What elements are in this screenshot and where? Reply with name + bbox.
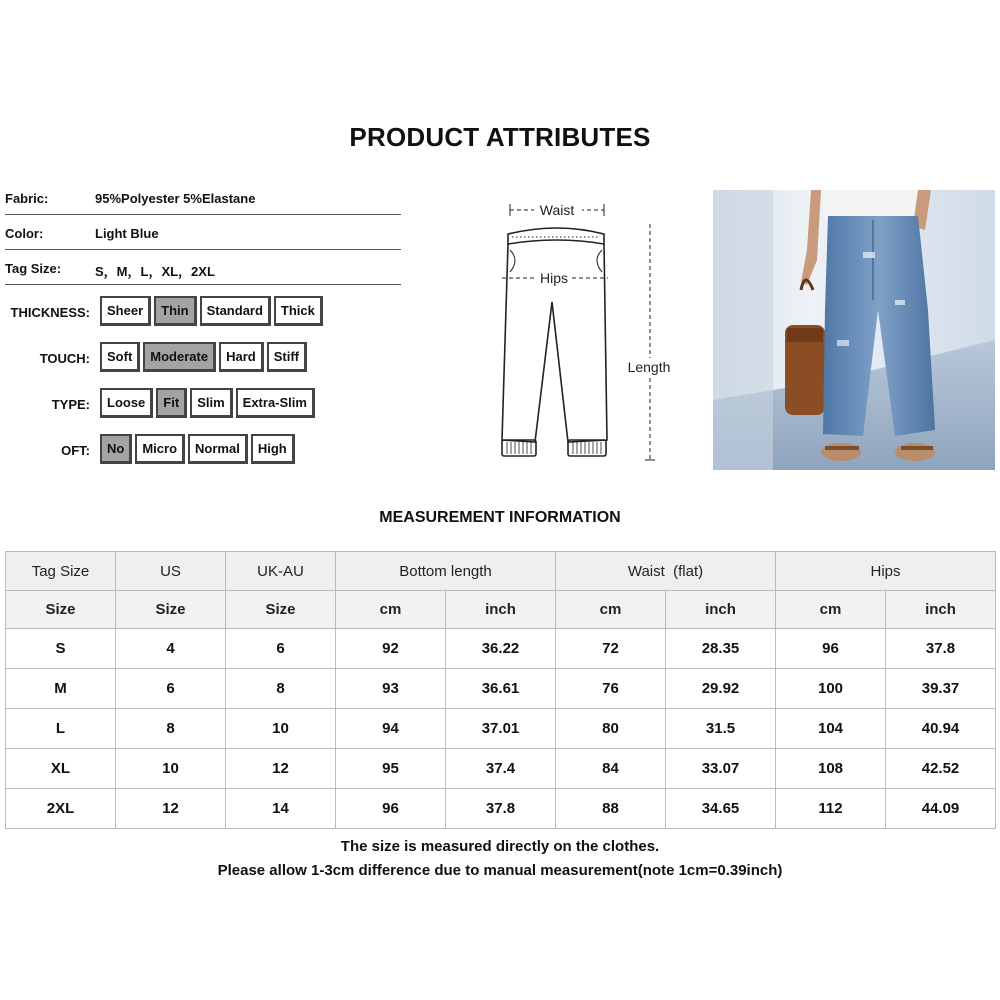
table-cell: 112 <box>776 789 886 829</box>
option-label: TOUCH: <box>39 351 90 366</box>
table-header-cell: Waist (flat) <box>556 552 776 591</box>
pants-measurement-diagram <box>480 190 690 470</box>
attr-key: Fabric: <box>5 191 49 206</box>
table-cell: 31.5 <box>666 709 776 749</box>
table-cell: L <box>6 709 116 749</box>
table-cell: 40.94 <box>886 709 996 749</box>
waist-label: Waist <box>539 202 575 218</box>
option-thin: Thin <box>154 296 196 326</box>
option-thick: Thick <box>274 296 323 326</box>
attr-value: Light Blue <box>95 226 159 241</box>
attr-row-tag-size <box>5 251 401 285</box>
table-cell: 34.65 <box>666 789 776 829</box>
page-title: PRODUCT ATTRIBUTES <box>349 122 651 152</box>
table-cell: 95 <box>336 749 446 789</box>
option-moderate: Moderate <box>143 342 216 372</box>
table-cell: 12 <box>116 789 226 829</box>
table-cell: 44.09 <box>886 789 996 829</box>
table-cell: 36.22 <box>446 629 556 669</box>
option-micro: Micro <box>135 434 185 464</box>
table-header-cell: Hips <box>776 552 996 591</box>
table-cell: 88 <box>556 789 666 829</box>
option-hard: Hard <box>219 342 264 372</box>
option-fit: Fit <box>156 388 187 418</box>
table-subheader-cell: inch <box>446 591 556 629</box>
table-cell: 80 <box>556 709 666 749</box>
table-cell: 8 <box>226 669 336 709</box>
option-soft: Soft <box>100 342 140 372</box>
table-cell: 12 <box>226 749 336 789</box>
option-extra-slim: Extra-Slim <box>236 388 315 418</box>
table-subheader-cell: inch <box>666 591 776 629</box>
option-normal: Normal <box>188 434 248 464</box>
table-subheader-cell: cm <box>556 591 666 629</box>
option-label-wrap <box>5 388 90 418</box>
table-row <box>6 789 996 829</box>
table-header-row <box>6 552 996 591</box>
table-cell: 6 <box>226 629 336 669</box>
table-cell: 4 <box>116 629 226 669</box>
note-difference: Please allow 1-3cm difference due to manual measurement(note 1cm=0.39inch) <box>217 862 783 879</box>
table-row <box>6 669 996 709</box>
option-stiff: Stiff <box>267 342 307 372</box>
table-cell: 104 <box>776 709 886 749</box>
attr-key: Color: <box>5 226 44 241</box>
option-label-wrap <box>5 434 90 464</box>
option-label: TYPE: <box>51 397 90 412</box>
table-cell: 92 <box>336 629 446 669</box>
measurement-table <box>5 551 996 829</box>
table-cell: 94 <box>336 709 446 749</box>
attr-value: 95%Polyester 5%Elastane <box>95 191 256 206</box>
table-subheader-cell: Size <box>116 591 226 629</box>
option-label-wrap <box>5 296 90 326</box>
table-header-cell: UK-AU <box>226 552 336 591</box>
option-sheer: Sheer <box>100 296 151 326</box>
table-cell: 36.61 <box>446 669 556 709</box>
table-cell: 100 <box>776 669 886 709</box>
table-cell: 39.37 <box>886 669 996 709</box>
measurement-title: MEASUREMENT INFORMATION <box>379 509 621 526</box>
attr-row-fabric <box>5 181 401 215</box>
table-cell: 72 <box>556 629 666 669</box>
table-subheader-cell: Size <box>6 591 116 629</box>
option-no: No <box>100 434 132 464</box>
table-cell: 96 <box>776 629 886 669</box>
table-cell: XL <box>6 749 116 789</box>
table-cell: 108 <box>776 749 886 789</box>
table-cell: 2XL <box>6 789 116 829</box>
option-list <box>100 388 315 418</box>
table-subheader-cell: cm <box>776 591 886 629</box>
table-header-cell: Bottom length <box>336 552 556 591</box>
table-cell: 33.07 <box>666 749 776 789</box>
option-high: High <box>251 434 295 464</box>
table-header-cell: Tag Size <box>6 552 116 591</box>
table-row <box>6 629 996 669</box>
table-row <box>6 709 996 749</box>
table-cell: M <box>6 669 116 709</box>
table-cell: 96 <box>336 789 446 829</box>
table-cell: 14 <box>226 789 336 829</box>
table-subheader-row <box>6 591 996 629</box>
table-cell: 8 <box>116 709 226 749</box>
option-slim: Slim <box>190 388 232 418</box>
table-cell: 10 <box>226 709 336 749</box>
table-row <box>6 749 996 789</box>
table-cell: 10 <box>116 749 226 789</box>
table-subheader-cell: inch <box>886 591 996 629</box>
table-cell: 28.35 <box>666 629 776 669</box>
table-cell: 93 <box>336 669 446 709</box>
model-jeans-photo <box>713 190 995 470</box>
option-list <box>100 296 323 326</box>
option-list <box>100 434 295 464</box>
table-subheader-cell: cm <box>336 591 446 629</box>
table-cell: 37.8 <box>886 629 996 669</box>
length-label: Length <box>627 359 671 375</box>
table-cell: 84 <box>556 749 666 789</box>
option-label: OFT: <box>61 443 90 458</box>
option-standard: Standard <box>200 296 271 326</box>
attr-row-color <box>5 216 401 250</box>
option-loose: Loose <box>100 388 153 418</box>
attr-key: Tag Size: <box>5 261 62 276</box>
option-label: THICKNESS: <box>10 305 90 320</box>
table-cell: 29.92 <box>666 669 776 709</box>
note-measured: The size is measured directly on the clothes. <box>340 838 660 855</box>
hips-label: Hips <box>539 270 569 286</box>
table-cell: 6 <box>116 669 226 709</box>
table-header-cell: US <box>116 552 226 591</box>
table-cell: 37.4 <box>446 749 556 789</box>
table-cell: S <box>6 629 116 669</box>
table-cell: 37.8 <box>446 789 556 829</box>
attr-value: S，M，L，XL，2XL <box>95 264 215 279</box>
table-subheader-cell: Size <box>226 591 336 629</box>
table-cell: 42.52 <box>886 749 996 789</box>
table-cell: 37.01 <box>446 709 556 749</box>
table-cell: 76 <box>556 669 666 709</box>
option-list <box>100 342 307 372</box>
option-label-wrap <box>5 342 90 372</box>
